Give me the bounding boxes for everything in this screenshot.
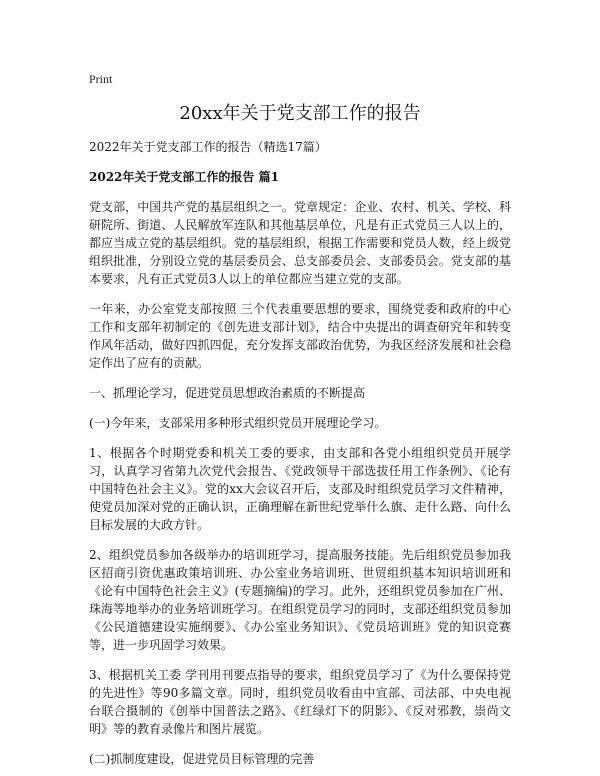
document-title: 20xx年关于党支部工作的报告 — [179, 103, 421, 124]
document-subtitle: 2022年关于党支部工作的报告（精选17篇） — [89, 140, 327, 154]
subheading-system-building: (二)抓制度建设，促进党员目标管理的完善 — [89, 752, 315, 766]
subheading-theory-study: 一、抓理论学习，促进党员思想政治素质的不断提高 — [89, 386, 366, 400]
paragraph-item-2: 2、组织党员参加各级举办的培训班学习，提高服务技能。先后组织党员参加我区招商引资优惠政策培训班、办公室业务培训班、世贸组织基本知识培训班和《论有中国特色社会主义》(专题摘编)的学习。此外，还组织党员参加在广州、珠海等地举办的业务培训班学习。在组织党员学习的同时，支部还组织党员参加《公民道德建设实施纲要》、《办公室业务知识》、《党员培训班》党的知识竞赛等，进一步巩固学习效果。 — [89, 548, 511, 652]
section-heading: 2022年关于党支部工作的报告 篇1 — [89, 170, 279, 184]
subheading-study-forms: (一)今年来，支部采用多种形式组织党员开展理论学习。 — [89, 416, 387, 430]
paragraph-intro: 党支部，中国共产党的基层组织之一。党章规定：企业、农村、机关、学校、科研院所、街道、人民解放军连队和其他基层单位，凡是有正式党员三人以上的，都应当成立党的基层组织。党的基层组织，根据工作需要和党员人数，经上级党组织批准，分别设立党的基层委员会、总支部委员会、支部委员会。党支部的基本要求，凡有正式党员3人以上的单位都应当建立党的支部。 — [89, 200, 511, 286]
print-label: Print — [89, 72, 113, 86]
paragraph-summary: 一年来，办公室党支部按照 三个代表重要思想的要求，围绕党委和政府的中心工作和支部年初制定的《创先进支部计划》，结合中央提出的调查研究年和转变作风年活动，做好四抓四促，充分发挥支部政治优势，为我区经济发展和社会稳定作出了应有的贡献。 — [89, 302, 511, 370]
paragraph-item-1: 1、根据各个时期党委和机关工委的要求，由支部和各党小组组织党员开展学习，认真学习省第九次党代会报告、《党政领导干部选拔任用工作条例》、《论有中国特色社会主义》。党的xx大会议召开后，支部及时组织党员学习文件精神，使党员加深对党的正确认识，正确理解在新世纪党举什么旗、走什么路、向什么目标发展的大政方针。 — [89, 446, 511, 532]
paragraph-item-3: 3、根据机关工委 学刊用刊要点指导的要求，组织党员学习了《为什么要保持党的先进性》等90多篇文章。同时，组织党员收看由中宣部、司法部、中央电视台联合摄制的《创举中国普法之路》、《红绿灯下的阴影》、《反对邪教，崇尚文明》等的教育录像片和图片展览。 — [89, 668, 511, 736]
